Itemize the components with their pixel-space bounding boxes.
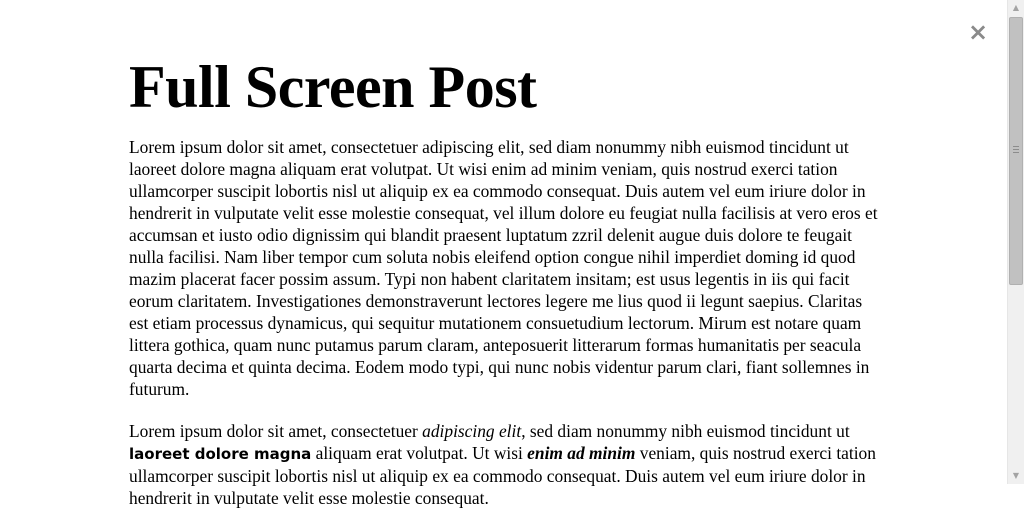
thumb-grip-icon	[1013, 146, 1019, 153]
scroll-up-arrow-icon[interactable]: ▲	[1012, 3, 1020, 12]
italic-text: adipiscing elit	[422, 421, 522, 441]
bold-italic-text: enim ad minim	[527, 443, 636, 463]
post-paragraph-2	[129, 420, 881, 509]
paragraph-text: veniam, quis nostrud exerci tation ullamcorper suscipit lobortis nisl ut aliquip ex ea commodo consequat. Duis autem vel eum iriure dolor in hendrerit in vulputate velit esse molestie consequat.	[129, 443, 876, 508]
scroll-down-arrow-icon[interactable]: ▼	[1012, 471, 1020, 480]
paragraph-text: aliquam erat volutpat. Ut wisi	[311, 443, 528, 463]
close-icon[interactable]: ×	[967, 18, 989, 46]
post-content	[129, 52, 881, 509]
scroll-thumb[interactable]	[1009, 17, 1023, 285]
paragraph-text: Lorem ipsum dolor sit amet, consectetuer	[129, 421, 423, 441]
post-paragraph-1: Lorem ipsum dolor sit amet, consectetuer adipiscing elit, sed diam nonummy nibh euismod tincidunt ut laoreet dolore magna aliquam erat volutpat. Ut wisi enim ad minim veniam, quis nostrud exerci tation ullamcorper suscipit lobortis nisl ut aliquip ex ea commodo consequat. Duis autem vel eum iriure dolor in hendrerit in vulputate velit esse molestie consequat, vel illum dolore eu feugiat nulla facilisis at vero eros et accumsan et iusto odio dignissim qui blandit praesent luptatum zzril delenit augue duis dolore te feugait nulla facilisi. Nam liber tempor cum soluta nobis eleifend option congue nihil imperdiet doming id quod mazim placerat facer possim assum. Typi non habent claritatem insitam; est usus legentis in iis qui facit eorum claritatem. Investigationes demonstraverunt lectores legere me lius quod ii legunt saepius. Claritas est etiam processus dynamicus, qui sequitur mutationem consuetudium lectorum. Mirum est notare quam littera gothica, quam nunc putamus parum claram, anteposuerit litterarum formas humanitatis per seacula quarta decima et quinta decima. Eodem modo typi, qui nunc nobis videntur parum clari, fiant sollemnes in futurum.	[129, 137, 878, 399]
vertical-scrollbar[interactable]	[1007, 0, 1024, 484]
post-title: Full Screen Post	[129, 54, 537, 120]
bold-text: laoreet dolore magna	[129, 445, 312, 463]
paragraph-text: , sed diam nonummy nibh euismod tincidunt ut	[521, 421, 850, 441]
